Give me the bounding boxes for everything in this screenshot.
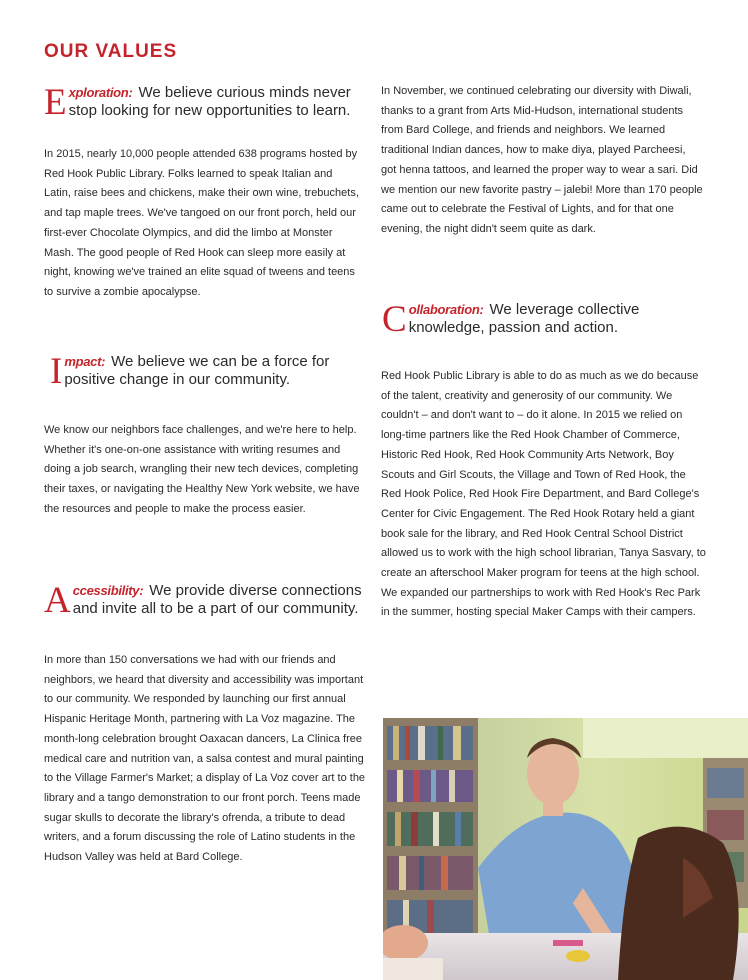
child-figure [618,827,739,980]
page-title: OUR VALUES [44,41,178,62]
accessibility-body: In more than 150 conversations we had with our friends and neighbors, we heard that diversity and accessibility was important to our community. We responded by launching our first annual Hispanic Heritage Month, partnering with La Voz magazine. The month-long celebration brought Oaxacan dancers, La Clinica free medical care and nutrition van, a salsa contest and mural painting to the Village Farmer's Market; a display of La Voz cover art to the library and a tango demonstration to our front porch. Teens made sugar skulls to decorate the library's ofrenda, a tribute to dead writers, and a forum discussing the role of Latino students in the Hudson Valley was held at Bard College. [44,654,366,864]
accessibility-statement: We provide diverse connections and invite all to be a part of our community. [72,582,362,617]
impact-body: We know our neighbors face challenges, and we're here to help. Whether it's one-on-one assistance with writing resumes and doing a job search, wrangling their new tech devices, completing their taxes, or navigating the Healthy New York website, we have the resources and people to make the process easier. [44,424,360,515]
collaboration-statement: We leverage collective knowledge, passion and action. [408,301,640,336]
collaboration-keyword: ollaboration: [408,302,484,317]
diwali-body: In November, we continued celebrating our diversity with Diwali, thanks to a grant from Arts Mid-Hudson, international students from Bard College, and friends and neighbors. We learned traditional Indian dances, how to make diya, played Parcheesi, got henna tattoos, and learned the proper way to wear a sari. Did we mention our new favorite pastry – jalebi! More than 170 people came out to celebrate the Festival of Lights, and for that one evening, the night didn't seem quite as dark. [381,85,703,235]
accessibility-keyword: ccessibility: [72,583,144,598]
library-workshop-photo [383,718,748,980]
impact-drop-cap: I [50,351,63,392]
bookshelf-books [387,726,473,934]
impact-keyword: mpact: [64,354,106,369]
exploration-body: In 2015, nearly 10,000 people attended 638 programs hosted by Red Hook Public Library. Folks learned to speak Italian and Latin, raise bees and chickens, make their own wine, trebuchets, and tap maple trees. We've tangoed on our front porch, held our first-ever Chocolate Olympics, and did the limbo at Monster Mash. The good people of Red Hook can sleep more easily at night, knowing we've trained an elite squad of tweens and teens to survive a zombie apocalypse. [44,148,359,298]
collaboration-drop-cap: C [382,299,407,340]
collaboration-heading [382,299,692,340]
exploration-heading [44,82,364,123]
impact-statement: We believe we can be a force for positive change in our community. [64,353,330,388]
exploration-keyword: xploration: [68,85,133,100]
accessibility-drop-cap: A [44,580,71,621]
impact-heading [50,351,340,392]
exploration-statement: We believe curious minds never stop looking for new opportunities to learn. [68,84,351,119]
accessibility-heading [44,580,364,621]
collaboration-body: Red Hook Public Library is able to do as much as we do because of the talent, creativity and generosity of our community. We couldn't – and don't want to – do it alone. In 2015 we relied on long-time partners like the Red Hook Chamber of Commerce, Historic Red Hook, Red Hook Community Arts Network, Boy Scouts and Girl Scouts, the Village and Town of Red Hook, the Red Hook Police, Red Hook Fire Department, and Bard College's Center for Civic Engagement. The Red Hook Rotary held a giant book sale for the library, and Red Hook Central School District allowed us to work with the high school librarian, Tanya Sasvary, to create an afterschool Maker program for teens at the high school. We expanded our partnerships to work with Red Hook's Rec Park in the summer, hosting special Maker Camps with their campers. [381,370,706,619]
exploration-drop-cap: E [44,82,67,123]
